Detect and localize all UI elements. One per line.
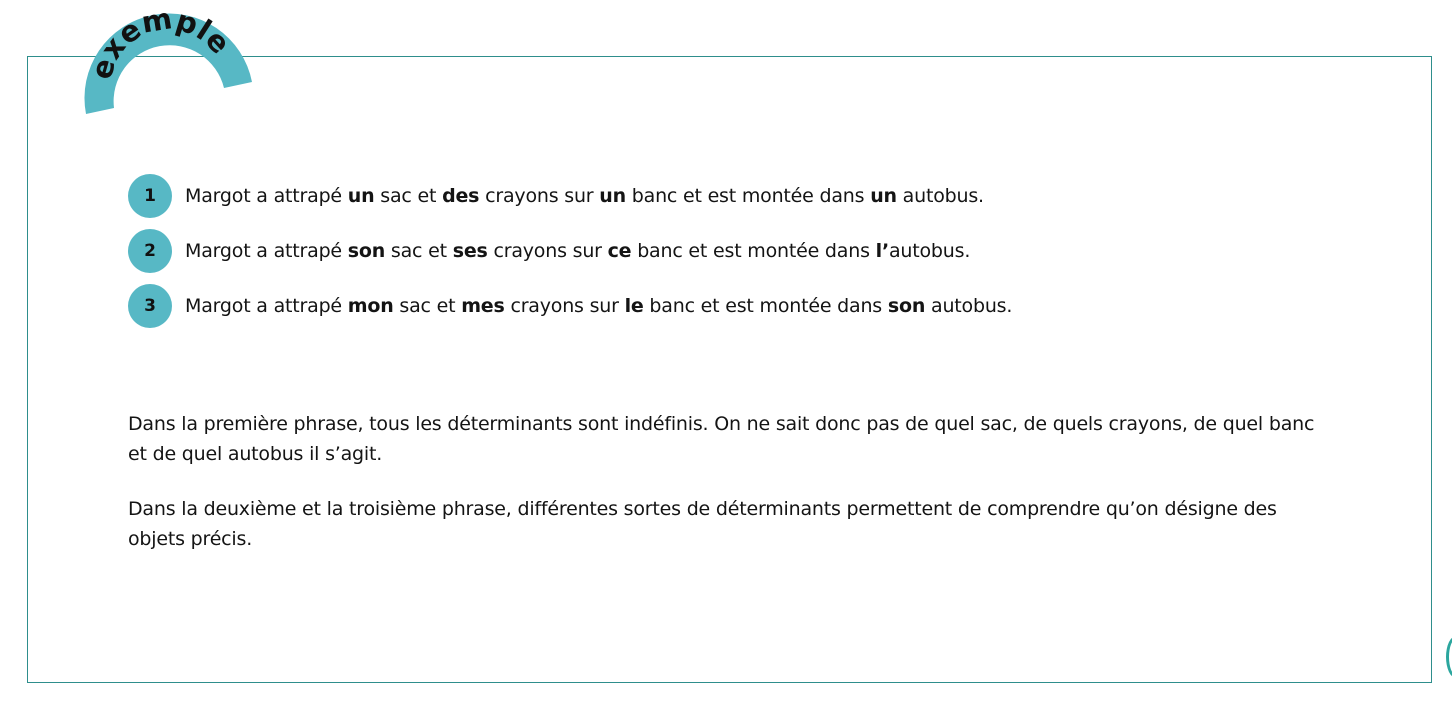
sentence-text [185,229,970,273]
sentence-text [185,284,1012,328]
sentence-fragment: crayons sur [479,185,600,207]
sentence-fragment: crayons sur [504,295,625,317]
sentence-fragment: banc et est montée dans [631,240,876,262]
sentence-fragment: sac et [374,185,443,207]
sentence-number-badge: 3 [128,284,172,328]
sentence-text [185,174,984,218]
explanation-paragraph: Dans la deuxième et la troisième phrase, différentes sortes de déterminants permettent de comprendre qu’on désigne des objets précis. [128,498,1277,550]
sentence-fragment: banc et est montée dans [643,295,888,317]
determiner: mes [461,295,505,317]
determiner: un [599,185,626,207]
example-box [27,56,1432,683]
sentence-fragment: autobus. [925,295,1013,317]
sentence-fragment: sac et [393,295,462,317]
sentence-fragment: sac et [385,240,453,262]
determiner: le [624,295,644,317]
determiner: un [870,185,897,207]
badge-label: exemple [84,2,238,83]
sentence-fragment: autobus. [896,185,984,207]
determiner: mon [347,295,394,317]
sentence-fragment: Margot a attrapé [185,185,348,207]
determiner: son [347,240,386,262]
sentence-number-badge: 1 [128,174,172,218]
determiner: l’ [875,240,889,262]
example-badge [78,2,264,128]
page-edge-decoration [1446,636,1452,678]
determiner: ses [452,240,488,262]
sentence-fragment: banc et est montée dans [625,185,871,207]
determiner: son [887,295,926,317]
sentence-fragment: crayons sur [487,240,608,262]
sentence-fragment: Margot a attrapé [185,295,348,317]
determiner: des [442,185,480,207]
sentence-fragment: Margot a attrapé [185,240,348,262]
sentence-fragment: autobus. [888,240,971,262]
determiner: ce [607,240,632,262]
explanation [128,409,1318,579]
explanation-paragraph: Dans la première phrase, tous les déterminants sont indéfinis. On ne sait donc pas de quel sac, de quels crayons, de quel banc et de quel autobus il s’agit. [128,413,1315,465]
sentence-number-badge: 2 [128,229,172,273]
determiner: un [347,185,375,207]
